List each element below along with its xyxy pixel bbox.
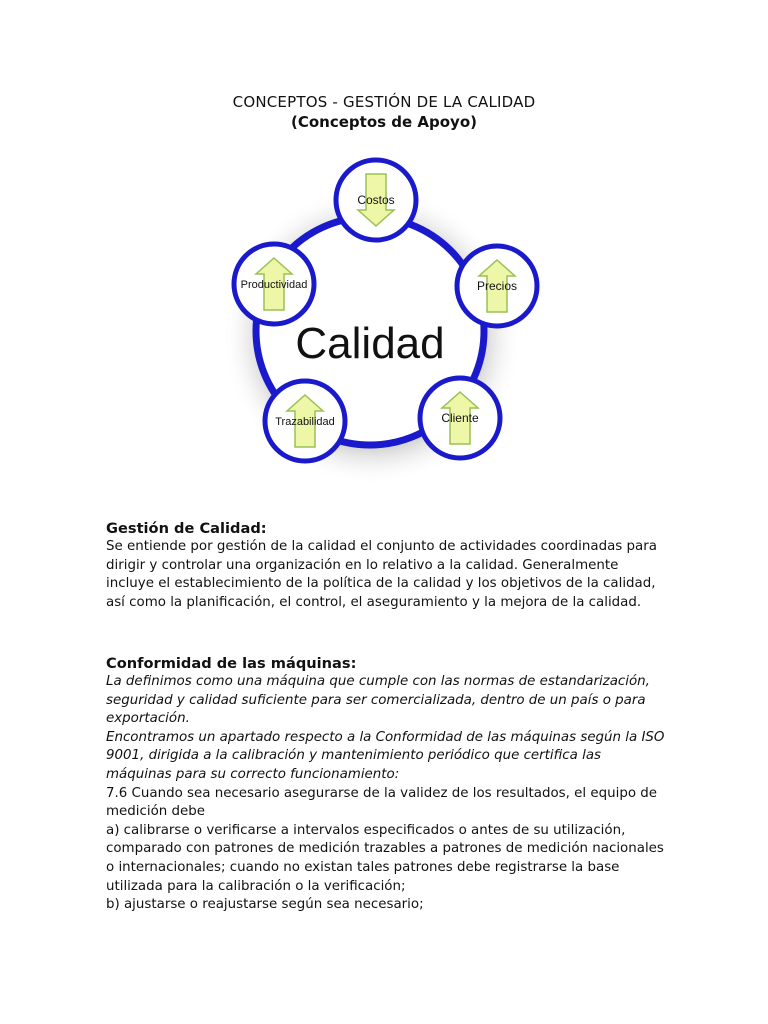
diagram-node-precios [457,246,537,326]
diagram-node-productividad [234,244,314,324]
clause-7-6: 7.6 Cuando sea necesario asegurarse de la validez de los resultados, el equipo de medición debe [106,785,658,820]
clause-item-b: b) ajustarse o reajustarse según sea necesario; [106,897,424,913]
document-subtitle: (Conceptos de Apoyo) [291,113,477,131]
node-label-trazabilidad: Trazabilidad [275,416,335,428]
diagram-node-costos [336,160,416,240]
diagram-node-cliente [420,378,500,458]
conformidad-definition: La definimos como una máquina que cumple con las normas de estandarización, seguridad y calidad suficiente para ser comercializada, dentro de un país o para exportación. [106,674,650,727]
gestion-calidad-body: Se entiende por gestión de la calidad el conjunto de actividades coordinadas para dirigir y controlar una organización en lo relativo a la calidad. Generalmente incluye el establecimiento de la política de la calidad y los objetivos de la calidad, así como la planificación, el control, el aseguramiento y la mejora de la calidad. [106,539,657,610]
gestion-calidad-section [106,519,666,612]
node-label-costos: Costos [357,193,395,207]
center-label: Calidad [295,319,445,368]
node-label-precios: Precios [476,279,518,293]
conformidad-section [106,654,666,915]
diagram-svg [200,156,540,496]
quality-concepts-diagram [200,156,540,496]
conformidad-heading: Conformidad de las máquinas: [106,655,357,672]
conformidad-iso-note: Encontramos un apartado respecto a la Conformidad de las máquinas según la ISO 9001, dirigida a la calibración y mantenimiento periódico que certifica las máquinas para su correcto funcionamiento: [106,729,665,782]
diagram-node-trazabilidad [265,381,345,461]
document-title: CONCEPTOS - GESTIÓN DE LA CALIDAD [232,93,536,111]
node-label-cliente: Cliente [441,411,479,425]
gestion-calidad-heading: Gestión de Calidad: [106,520,267,537]
clause-item-a: a) calibrarse o verificarse a intervalos especificados o antes de su utilización, comparado con patrones de medición trazables a patrones de medición nacionales o internacionales; cuando no existan tales patrones debe registrarse la base utilizada para la calibración o la verificación; [106,822,664,894]
node-label-productividad: Productividad [240,279,308,291]
